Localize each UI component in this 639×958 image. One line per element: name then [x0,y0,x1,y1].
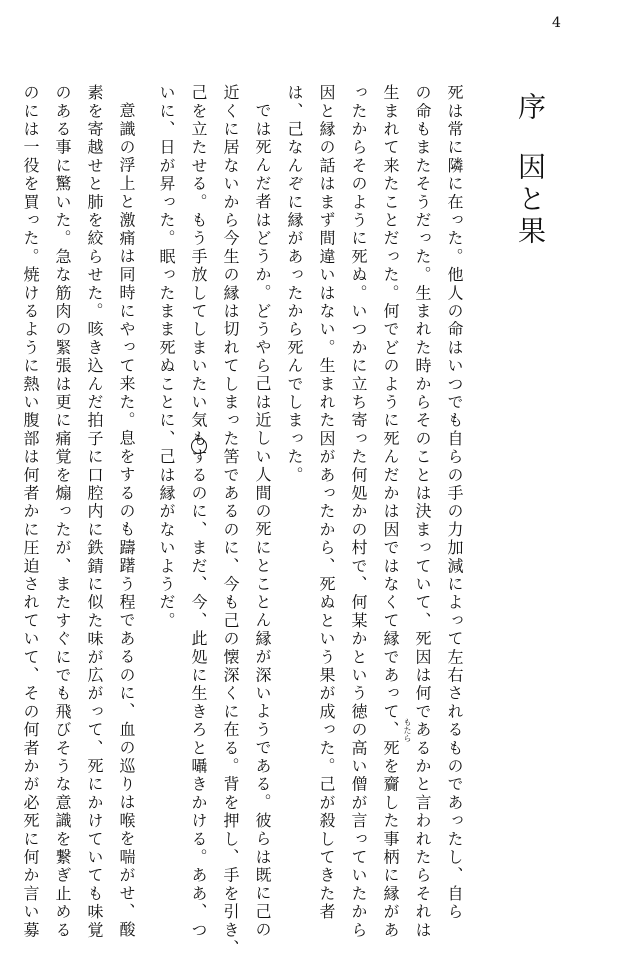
text-line: では死んだ者はどうか。どうやら己は近しい人間の死にとことん縁が深いようである。彼らは既に己の [253,102,272,940]
ruby-annotation: もたら [403,718,412,742]
text-line: のある事に驚いた。急な筋肉の緊張は更に痛覚を煽ったが、またすぐにでも飛びそうな意識を繋ぎ止める [53,84,72,940]
text-line: は、己なんぞに縁があったから死んでしまった。 [285,84,304,485]
text-line: 因と縁の話はまず間違いはない。生まれた因があったから、死ぬという果が成った。己が殺してきた者 [317,84,336,922]
chapter-subtitle: 因と果 [514,152,547,248]
text-line: 己を立たせる。もう手放してしまいたい気もするのに、まだ、今、此処に生きろと囁きかける。ああ、つ [189,84,208,940]
scene-break-circle [191,438,207,454]
text-line: 素を寄越せと肺を絞らせた。咳き込んだ拍子に口腔内に鉄錆に似た味が広がって、死にかけていても味覚 [85,84,104,940]
page-number: 4 [552,15,561,31]
text-line: 意識の浮上と激痛は同時にやって来た。息をするのも躊躇う程であるのに、血の巡りは喉を喘がせ、酸 [117,102,136,940]
text-line: ったからそのように死ぬ。いつかに立ち寄った何処かの村で、何某かという徳の高い僧が言っていたから [349,84,368,940]
chapter-title: 序 [514,92,547,120]
text-line: 近くに居ないから今生の縁は切れてしまった筈であるのに、今も己の懐深くに在る。背を押し、手を引き、 [221,84,240,958]
text-line: いに、日が昇った。眠ったまま死ぬことに、己は縁がないようだ。 [157,84,176,630]
text-line: の命もまたそうだった。生まれた時からそのことは決まっていて、死因は何であるかと言われたらそれは [413,84,432,940]
text-line: 死は常に隣に在った。他人の命はいつでも自らの手の力加減によって左右されるものであったし、自ら [445,84,464,922]
text-line: のには一役を買った。焼けるように熱い腹部は何者かに圧迫されていて、その何者かが必死に何か言い募 [21,84,40,940]
text-line: 生まれて来たことだった。何でどのように死んだかは因ではなくて縁であって、死を齎した事柄に縁があ [381,84,400,940]
